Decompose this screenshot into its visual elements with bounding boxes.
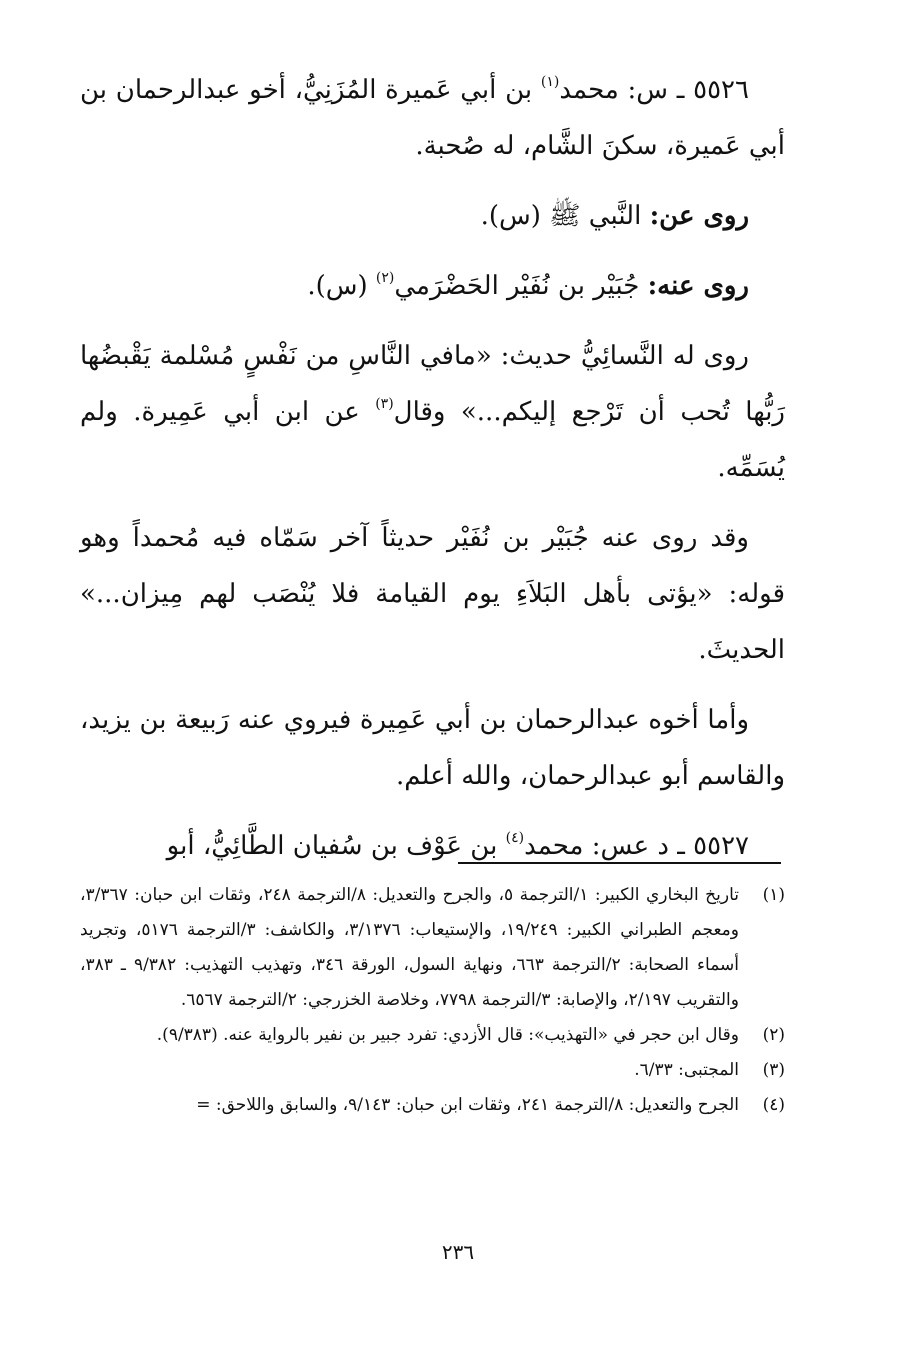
paragraph-1 bbox=[80, 328, 785, 496]
footnote-1 bbox=[80, 878, 785, 1018]
footnote-3 bbox=[80, 1053, 785, 1088]
footnote-2 bbox=[80, 1018, 785, 1053]
paragraph-2: وقد روى عنه جُبَيْر بن نُفَيْر حديثاً آخر سَمّاه فيه مُحمداً وهو قوله: «يؤتى بأهل البَلاَءِ يوم القيامة فلا يُنْصَب لهم مِيزان...» الحديثَ. bbox=[80, 523, 786, 665]
entry-5527 bbox=[80, 818, 785, 874]
footnote-ref-2: (٢) bbox=[375, 270, 395, 286]
narrated-from-text: النَّبي ﷺ (س). bbox=[480, 201, 650, 231]
footnotes bbox=[80, 878, 785, 1123]
entry-5526-text: بن أبي عَميرة المُزَنِيُّ، أخو عبدالرحمان بن أبي عَميرة، سكنَ الشَّام، له صُحبة. bbox=[80, 75, 785, 161]
footnote-number: (٤) bbox=[762, 1095, 785, 1115]
footnote-number: (٣) bbox=[762, 1060, 785, 1080]
footnote-ref-4: (٤) bbox=[505, 830, 525, 846]
page-number: ٢٣٦ bbox=[441, 1240, 475, 1264]
narrated-from-line bbox=[80, 188, 785, 244]
footnote-number: (١) bbox=[762, 885, 785, 905]
narrators-text: جُبَيْر بن نُفَيْر الحَضْرَمي bbox=[394, 271, 648, 301]
narrators-line bbox=[80, 258, 785, 314]
entry-5526 bbox=[80, 62, 785, 174]
entry-5527-heading: ٥٥٢٧ ـ د عس: محمد bbox=[524, 831, 749, 861]
paragraph-1-text: روى له النَّسائِيُّ حديث: «مافي النَّاسِ من نَفْسٍ مُسْلمة يَقْبضُها رَبُّها تُحب أن تَرْجع إليكم...» وقال bbox=[80, 341, 785, 427]
paragraph-1-end: عن ابن أبي عَمِيرة. ولم يُسَمِّه. bbox=[80, 397, 785, 483]
footnote-number: (٢) bbox=[762, 1025, 785, 1045]
footnote-divider bbox=[458, 862, 781, 864]
main-text bbox=[80, 62, 785, 888]
narrated-from-label: روى عن: bbox=[649, 201, 749, 231]
footnote-4 bbox=[80, 1088, 785, 1123]
footnote-ref-3: (٣) bbox=[375, 396, 394, 412]
narrators-end: (س). bbox=[307, 271, 376, 301]
paragraph-3: وأما أخوه عبدالرحمان بن أبي عَمِيرة فيروي عنه رَبيعة بن يزيد، والقاسم أبو عبدالرحمان، والله أعلم. bbox=[80, 705, 785, 791]
footnote-ref-1: (١) bbox=[540, 74, 560, 90]
footnote-text: وقال ابن حجر في «التهذيب»: قال الأزدي: تفرد جبير بن نفير بالرواية عنه. (٩/٣٨٣). bbox=[156, 1025, 739, 1045]
footnote-text: المجتبى: ٦/٣٣. bbox=[634, 1060, 739, 1080]
footnote-text: الجرح والتعديل: ٨/الترجمة ٢٤١، وثقات ابن حبان: ٩/١٤٣، والسابق واللاحق: = bbox=[196, 1095, 739, 1115]
entry-5526-heading: ٥٥٢٦ ـ س: محمد bbox=[559, 75, 749, 105]
entry-5527-text: بن عَوْف بن سُفيان الطَّائِيُّ، أبو bbox=[166, 831, 506, 861]
narrators-label: روى عنه: bbox=[647, 271, 749, 301]
footnote-text: تاريخ البخاري الكبير: ١/الترجمة ٥، والجرح والتعديل: ٨/الترجمة ٢٤٨، وثقات ابن حبان: ٣/٣٦٧، ومعجم الطبراني الكبير: ١٩/٢٤٩، والإستيعاب: ٣/١٣٧٦، والكاشف: ٣/الترجمة ٥١٧٦، وتجريد أسماء الصحابة: ٢/الترجمة ٦٦٣، ونهاية السول، الورقة ٣٤٦، وتهذيب التهذيب: ٩/٣٨٢ ـ ٣٨٣، والتقريب ٢/١٩٧، والإصابة: ٣/الترجمة ٧٧٩٨، وخلاصة الخزرجي: ٢/الترجمة ٦٥٦٧. bbox=[80, 885, 739, 1010]
